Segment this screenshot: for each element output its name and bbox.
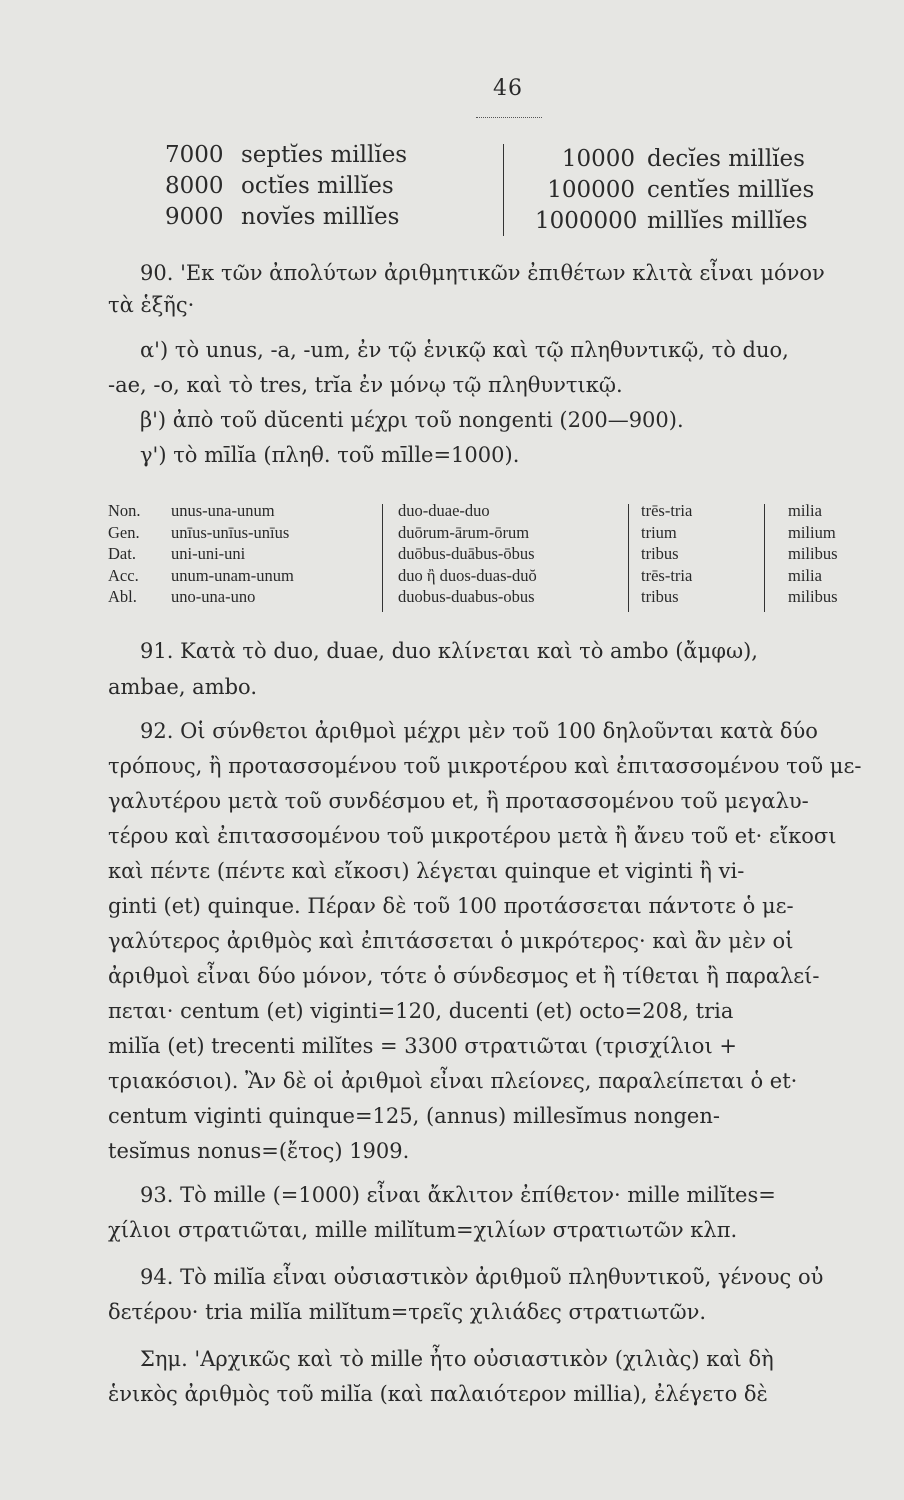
numeral-word: millĭes millĭes [647,208,808,234]
declension-form: milia [788,501,822,520]
declension-form: duo ἢ duos-duas-duŏ [398,565,537,585]
case-label: Gen. [108,522,140,542]
numeral-word: septĭes millĭes [241,142,408,168]
case-label: Abl. [108,587,137,606]
section-91-line: ambae, ambo. [108,675,257,699]
declension-form: tribus [641,587,679,606]
numeral-value: 1000000 [535,208,638,234]
section-92-line: πεται· centum (et) viginti=120, ducenti (et) octo=208, tria [108,999,734,1023]
declension-form: trēs-tria [641,565,693,585]
section-93-line: χίλιοι στρατιῶται, mille milĭtum=χιλίων στρατιωτῶν κλπ. [108,1218,738,1242]
section-92-line: τρόπους, ἢ προτασσομένου τοῦ μικροτέρου καὶ ἐπιτασσομένου τοῦ με- [108,754,862,778]
section-92-line: ἀριθμοὶ εἶναι δύο μόνον, τότε ὁ σύνδεσμος et ἢ τίθεται ἢ παραλεί- [108,964,820,988]
declension-form: milium [788,522,836,542]
section-92-line: ginti (et) quinque. Πέραν δὲ τοῦ 100 προτάσσεται πάντοτε ὁ με- [108,894,794,918]
declension-divider [764,504,765,612]
section-90-line: 90. 'Εκ τῶν ἀπολύτων ἀριθμητικῶν ἐπιθέτων κλιτὰ εἶναι μόνον [140,261,825,285]
numeral-row [535,144,885,175]
section-90-item-c: γ') τὸ mīlĭa (πληθ. τοῦ mīlle=1000). [140,443,520,467]
section-92-line: γαλυτέρου μετὰ τοῦ συνδέσμου et, ἢ προτασσομένου τοῦ μεγαλυ- [108,789,809,813]
numeral-value: 8000 [165,173,224,199]
declension-form: unīus-unīus-unīus [171,522,290,542]
declension-form: unum-unam-unum [171,565,294,585]
declension-form: milibus [788,544,838,563]
declension-form: tribus [641,544,679,563]
declension-duo-column [398,500,537,608]
section-90-item-a: α') τὸ unus, -a, -um, ἐν τῷ ἑνικῷ καὶ τῷ πληθυντικῷ, τὸ duo, [140,338,789,362]
declension-form: uni-uni-uni [171,544,246,563]
section-92-line: καὶ πέντε (πέντε καὶ εἴκοσι) λέγεται quinque et viginti ἢ vi- [108,859,745,883]
section-94-line: 94. Τὸ milĭa εἶναι οὐσιαστικὸν ἀριθμοῦ πληθυντικοῦ, γένους οὐ [140,1265,824,1289]
numeral-row [165,202,485,233]
section-92-line: centum viginti quinque=125, (annus) millesĭmus nongen- [108,1104,720,1128]
section-90-item-b: β') ἀπὸ τοῦ dŭcenti μέχρι τοῦ nongenti (200—900). [140,408,684,432]
note-line: Σημ. 'Αρχικῶς καὶ τὸ mille ἦτο οὐσιαστικὸν (χιλιὰς) καὶ δὴ [140,1347,774,1371]
numeral-word: centĭes millĭes [647,177,815,203]
numeral-word: novĭes millĭes [241,204,400,230]
declension-form: trēs-tria [641,501,693,520]
numeral-row [535,175,885,206]
numeral-word: octĭes millĭes [241,173,394,199]
section-90-line: τὰ ἑξῆς· [108,293,195,317]
declension-unus-column [171,500,294,608]
section-92-line: τριακόσιοι). Ἂν δὲ οἱ ἀριθμοὶ εἶναι πλείονες, παραλείπεται ὁ et· [108,1069,798,1093]
section-92-line: 92. Οἱ σύνθετοι ἀριθμοὶ μέχρι μὲν τοῦ 100 δηλοῦνται κατὰ δύο [140,719,818,743]
section-92-line: milĭa (et) trecenti milĭtes = 3300 στρατιῶται (τρισχίλιοι + [108,1034,737,1058]
note-line: ἑνικὸς ἀριθμὸς τοῦ milĭa (καὶ παλαιότερον millia), ἐλέγετο δὲ [108,1382,768,1406]
declension-cases-column [108,500,141,608]
case-label: Non. [108,501,141,520]
numeral-row [535,206,885,237]
section-93-line: 93. Τὸ mille (=1000) εἶναι ἄκλιτον ἐπίθετον· mille milĭtes= [140,1183,776,1207]
numerals-separator [503,144,504,236]
declension-tres-column [641,500,692,608]
numeral-row [165,171,485,202]
declension-form: milibus [788,587,838,606]
declension-form: duōbus-duābus-ōbus [398,544,535,563]
section-92-line: τέρου καὶ ἐπιτασσομένου τοῦ μικροτέρου μετὰ ἢ ἄνευ τοῦ et· εἴκοσι [108,824,837,848]
declension-milia-column [788,500,838,608]
declension-divider [382,504,383,612]
case-label: Acc. [108,565,139,585]
declension-form: trium [641,522,677,542]
case-label: Dat. [108,544,136,563]
section-92-line: tesĭmus nonus=(ἔτος) 1909. [108,1139,410,1163]
page-number-rule [476,117,542,118]
declension-form: duobus-duabus-obus [398,587,535,606]
section-92-line: γαλύτερος ἀριθμὸς καὶ ἐπιτάσσεται ὁ μικρότερος· καὶ ἂν μὲν οἱ [108,929,794,953]
declension-form: milia [788,565,822,585]
declension-form: uno-una-uno [171,587,256,606]
declension-form: duo-duae-duo [398,501,490,520]
section-90-item-a: -ae, -o, καὶ τὸ tres, trĭa ἐν μόνῳ τῷ πληθυντικῷ. [108,373,623,397]
numeral-word: decĭes millĭes [647,146,805,172]
declension-form: unus-una-unum [171,501,275,520]
section-91-line: 91. Κατὰ τὸ duo, duae, duo κλίνεται καὶ τὸ ambo (ἄμφω), [140,639,758,663]
declension-divider [628,504,629,612]
numeral-value: 100000 [547,177,635,203]
numeral-value: 7000 [165,142,224,168]
page-number: 46 [493,76,523,101]
declension-form: duōrum-ārum-ōrum [398,522,530,542]
numeral-value: 9000 [165,204,224,230]
section-94-line: δετέρου· tria milĭa milĭtum=τρεῖς χιλιάδες στρατιωτῶν. [108,1300,707,1324]
numeral-value: 10000 [561,146,635,172]
numeral-row [165,140,485,171]
